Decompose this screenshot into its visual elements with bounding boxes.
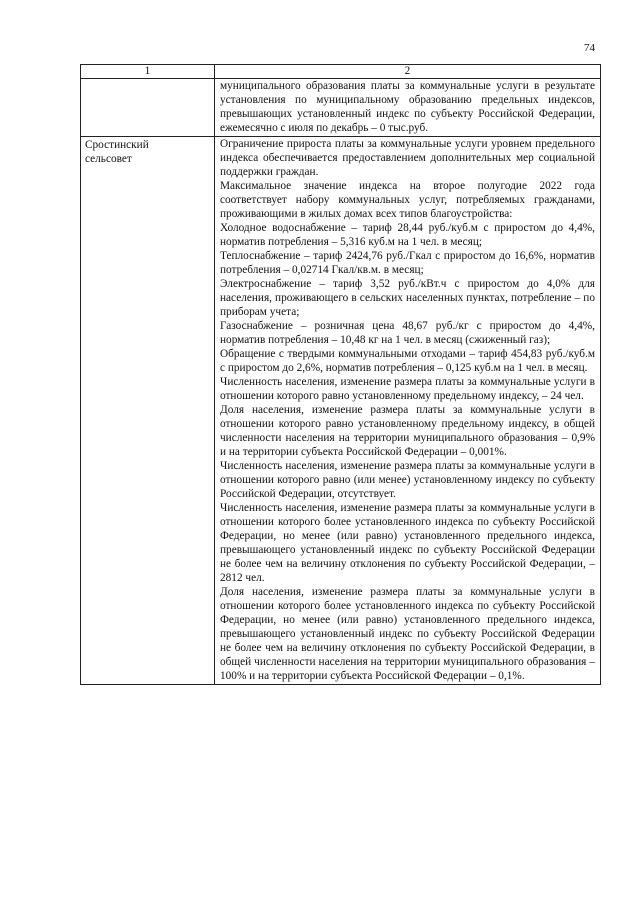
document-table [80, 64, 601, 685]
paragraph: Электроснабжение – тариф 3,52 руб./кВт.ч с приростом до 4,0% для населения, проживающего в сельских населенных пунктах, потребление – по приборам учета; [220, 278, 595, 318]
paragraph: Обращение с твердыми коммунальными отходами – тариф 454,83 руб./куб.м с приростом до 2,6%, норматив потребления – 0,125 куб.м на 1 чел. в месяц. [220, 348, 595, 374]
table-header-row [81, 65, 601, 79]
paragraph: Численность населения, изменение размера платы за коммунальные услуги в отношении которого более установленного индекса по субъекту Российской Федерации, но менее (или равно) установленного предельного индекса, превышающего установленный индекс по субъекту Российской Федерации не более чем на величину отклонения по субъекту Российской Федерации, – 2812 чел. [220, 502, 595, 584]
paragraph: Доля населения, изменение размера платы за коммунальные услуги в отношении которого равно установленному предельному индексу, в общей численности населения на территории муниципального образования – 0,9% и на территории субъекта Российской Федерации – 0,001%. [220, 404, 595, 458]
municipality-name-line: Сростинский [85, 139, 149, 151]
paragraph: Ограничение прироста платы за коммунальные услуги уровнем предельного индекса обеспечивается предоставлением дополнительных мер социальной поддержки граждан. [220, 138, 595, 178]
table-row-srostinsky [81, 137, 601, 685]
paragraph: Газоснабжение – розничная цена 48,67 руб./кг с приростом до 4,4%, норматив потребления – 10,48 кг на 1 чел. в месяц (сжиженный газ); [220, 320, 595, 346]
municipality-name-line: сельсовет [85, 153, 132, 165]
paragraph: Численность населения, изменение размера платы за коммунальные услуги в отношении которого равно (или менее) установленному индексу по субъекту Российской Федерации, отсутствует. [220, 460, 595, 500]
column-header-2: 2 [215, 65, 601, 79]
paragraph: Максимальное значение индекса на второе полугодие 2022 года соответствует набору коммунальных услуг, потребляемых гражданами, проживающими в жилых домах всех типов благоустройства: [220, 180, 595, 220]
content-cell [215, 137, 601, 685]
municipality-cell-empty [81, 79, 215, 137]
paragraph: Доля населения, изменение размера платы за коммунальные услуги в отношении которого более установленного индекса по субъекту Российской Федерации, но менее (или равно) установленного предельного индекса, превышающего установленный индекс по субъекту Российской Федерации не более чем на величину отклонения по субъекту Российской Федерации, в общей численности населения на территории муниципального образования – 100% и на территории субъекта Российской Федерации – 0,1%. [220, 586, 595, 682]
paragraph: муниципального образования платы за коммунальные услуги в результате установления по муниципальному образованию предельных индексов, превышающих установленный индекс по субъекту Российской Федерации, ежемесячно с июля по декабрь – 0 тыс.руб. [220, 80, 595, 134]
content-cell-continuation [215, 79, 601, 137]
paragraph: Холодное водоснабжение – тариф 28,44 руб./куб.м с приростом до 4,4%, норматив потребления – 5,316 куб.м на 1 чел. в месяц; [220, 222, 595, 248]
page-number: 74 [584, 42, 595, 54]
paragraph: Теплоснабжение – тариф 2424,76 руб./Гкал с приростом до 16,6%, норматив потребления – 0,02714 Гкал/кв.м. в месяц; [220, 250, 595, 276]
table-row-continuation [81, 79, 601, 137]
municipality-cell [81, 137, 215, 685]
paragraph: Численность населения, изменение размера платы за коммунальные услуги в отношении которого равно установленному предельному индексу, – 24 чел. [220, 376, 595, 402]
column-header-1: 1 [81, 65, 215, 79]
